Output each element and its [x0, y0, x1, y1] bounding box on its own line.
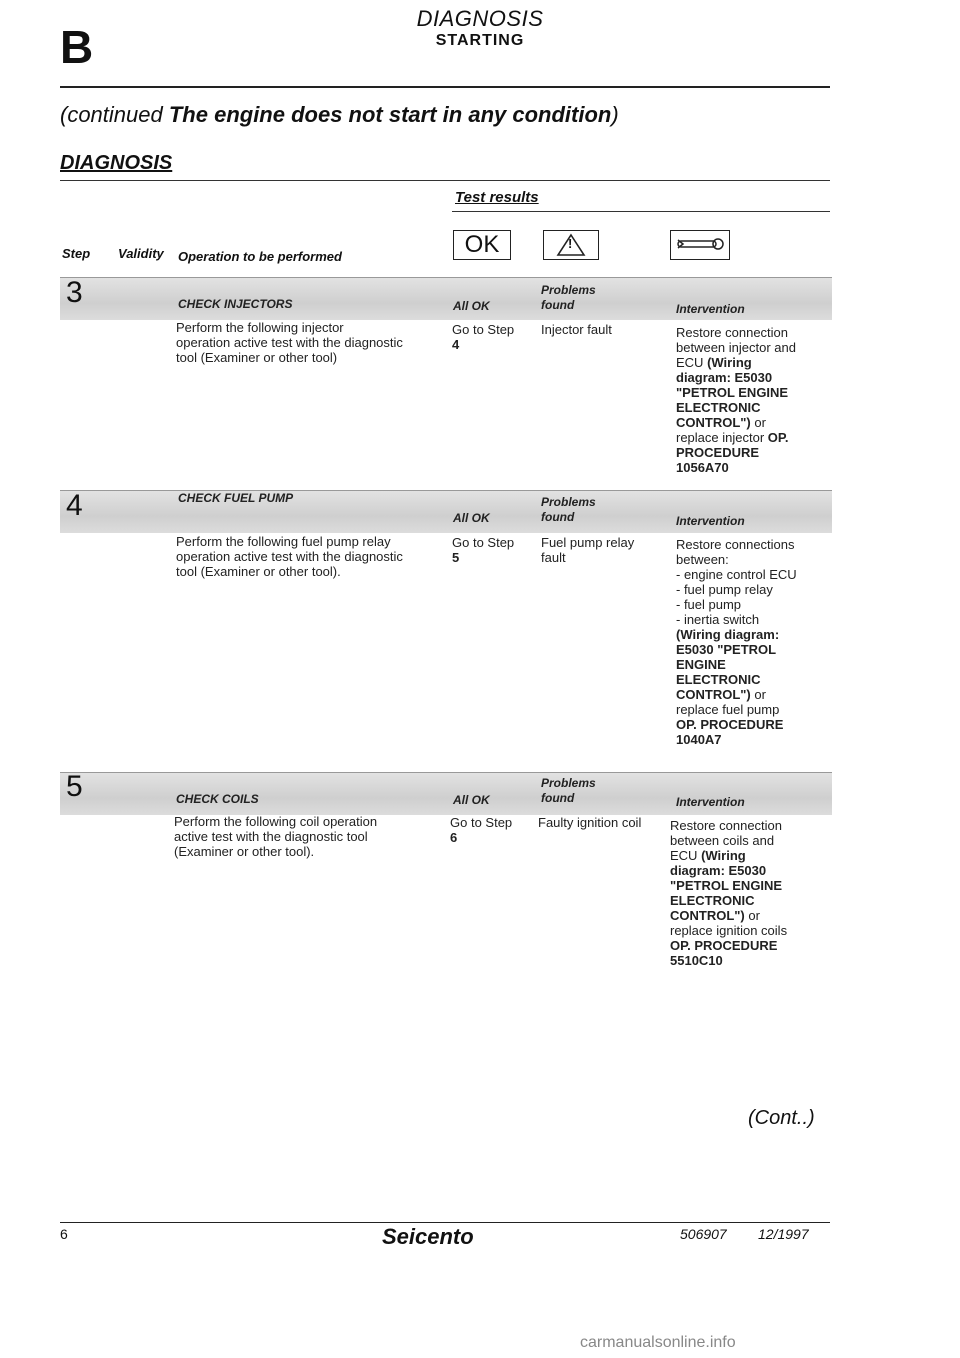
goto-label: Go to Step — [452, 535, 515, 550]
operation-line: Perform the following injector — [176, 320, 344, 335]
fix-line: E5030 "PETROL — [676, 642, 777, 657]
goto-label: Go to Step — [452, 322, 515, 337]
fix-text: or — [744, 908, 760, 923]
fix-bold: CONTROL") — [670, 908, 745, 923]
brand-logo: Seicento — [382, 1224, 474, 1249]
step-4-operation — [176, 534, 403, 579]
problems-word: Problems — [541, 776, 596, 790]
header-title: DIAGNOSIS — [416, 6, 544, 31]
goto-label: Go to Step — [450, 815, 513, 830]
fix-line: ELECTRONIC — [676, 400, 761, 415]
goto-number: 6 — [450, 830, 458, 845]
fix-text: ECU — [670, 848, 702, 863]
fix-line: between coils and — [670, 833, 775, 848]
footer-rule — [60, 1222, 830, 1223]
fix-line — [676, 415, 796, 430]
fix-bold: (Wiring — [707, 355, 752, 370]
col-operation: Operation to be performed — [178, 249, 342, 264]
test-results-heading: Test results — [455, 189, 539, 206]
watermark: carmanualsonline.info — [580, 1334, 736, 1351]
fix-line: 5510C10 — [670, 953, 723, 968]
step-3-number: 3 — [66, 276, 83, 309]
page-number: 6 — [60, 1226, 68, 1242]
found-word: found — [541, 791, 575, 805]
operation-line: operation active test with the diagnostic — [176, 335, 403, 350]
step-3-operation — [176, 320, 403, 365]
header-rule — [60, 86, 830, 88]
fix-line: "PETROL ENGINE — [676, 385, 789, 400]
fix-line: diagram: E5030 — [676, 370, 773, 385]
fix-line: between: — [676, 552, 729, 567]
ok-icon — [453, 230, 511, 260]
diagnosis-heading: DIAGNOSIS — [60, 152, 173, 174]
fix-line — [676, 355, 796, 370]
step-3-check: CHECK INJECTORS — [178, 297, 293, 311]
step-4-all-ok: All OK — [453, 511, 490, 525]
fix-line: ENGINE — [676, 657, 726, 672]
operation-line: operation active test with the diagnostic — [176, 549, 403, 564]
doc-date: 12/1997 — [758, 1226, 809, 1242]
doc-code: 506907 — [680, 1226, 727, 1242]
fix-line — [670, 908, 787, 923]
fix-line: OP. PROCEDURE — [676, 717, 784, 732]
fix-line — [676, 687, 797, 702]
fix-line — [676, 430, 796, 445]
step-4-problems — [541, 495, 596, 525]
continued-suffix: ) — [611, 102, 619, 127]
fix-line: 1040A7 — [676, 732, 722, 747]
fix-line: Restore connection — [676, 325, 789, 340]
step-3-intervention: Intervention — [676, 302, 745, 316]
fix-line: "PETROL ENGINE — [670, 878, 783, 893]
step-3-problem: Injector fault — [541, 322, 612, 337]
step-5-all-ok: All OK — [453, 793, 490, 807]
problems-word: Problems — [541, 495, 596, 509]
col-step: Step — [62, 246, 91, 261]
fix-bold: CONTROL") — [676, 687, 751, 702]
step-4-problem: Fuel pump relay fault — [541, 535, 635, 565]
header-subtitle: STARTING — [435, 32, 525, 49]
fix-line: - engine control ECU — [676, 567, 797, 582]
operation-line: (Examiner or other tool). — [174, 844, 315, 859]
step-3-fix — [676, 325, 796, 475]
continued-title: The engine does not start in any condition — [168, 102, 612, 127]
continued-prefix: (continued — [60, 102, 169, 127]
diagnosis-rule — [60, 180, 830, 181]
fix-bold: CONTROL") — [676, 415, 751, 430]
step-4-check: CHECK FUEL PUMP — [178, 491, 294, 505]
step-3-problems — [541, 283, 596, 313]
step-3-all-ok: All OK — [453, 299, 490, 313]
operation-line: tool (Examiner or other tool). — [176, 564, 341, 579]
fix-line — [670, 848, 787, 863]
step-5-problem: Faulty ignition coil — [538, 815, 642, 830]
fix-text: ECU — [676, 355, 708, 370]
operation-line: Perform the following coil operation — [174, 814, 378, 829]
step-5-problems — [541, 776, 596, 806]
fix-line: OP. PROCEDURE — [670, 938, 778, 953]
step-3-goto — [452, 322, 514, 352]
col-validity: Validity — [118, 246, 164, 261]
operation-line: Perform the following fuel pump relay — [176, 534, 391, 549]
section-letter: B — [60, 21, 94, 73]
fix-line: - fuel pump — [676, 597, 742, 612]
test-results-rule — [452, 211, 830, 212]
step-5-intervention: Intervention — [676, 795, 745, 809]
ok-label: OK — [464, 231, 500, 258]
fix-line: (Wiring diagram: — [676, 627, 780, 642]
goto-number: 5 — [452, 550, 460, 565]
warning-icon — [543, 230, 599, 260]
warning-mark: ! — [568, 236, 573, 251]
found-word: found — [541, 298, 575, 312]
fix-line: 1056A70 — [676, 460, 729, 475]
wrench-icon — [670, 230, 730, 260]
found-word: found — [541, 510, 575, 524]
continued-heading — [60, 102, 619, 128]
fix-line: PROCEDURE — [676, 445, 760, 460]
step-4-number: 4 — [66, 489, 83, 522]
step-4-goto — [452, 535, 514, 565]
operation-line: active test with the diagnostic tool — [174, 829, 368, 844]
operation-line: tool (Examiner or other tool) — [176, 350, 338, 365]
fix-bold: OP. — [767, 430, 789, 445]
step-5-number: 5 — [66, 770, 83, 803]
fix-line: between injector and — [676, 340, 796, 355]
fix-line: - fuel pump relay — [676, 582, 773, 597]
fix-text: replace injector — [676, 430, 768, 445]
fix-line: replace fuel pump — [676, 702, 780, 717]
fix-text: or — [750, 415, 766, 430]
fix-line: ELECTRONIC — [670, 893, 755, 908]
step-5-fix — [670, 818, 787, 968]
step-4-intervention: Intervention — [676, 514, 745, 528]
step-5-operation — [174, 814, 377, 859]
problems-word: Problems — [541, 283, 596, 297]
fix-line: Restore connection — [670, 818, 783, 833]
fix-line: diagram: E5030 — [670, 863, 767, 878]
fix-line: replace ignition coils — [670, 923, 788, 938]
fix-line: - inertia switch — [676, 612, 760, 627]
step-5-check: CHECK COILS — [176, 792, 259, 806]
fix-text: or — [750, 687, 766, 702]
goto-number: 4 — [452, 337, 460, 352]
fix-line: ELECTRONIC — [676, 672, 761, 687]
step-4-fix — [676, 537, 797, 747]
fix-line: Restore connections — [676, 537, 795, 552]
step-5-goto — [450, 815, 512, 845]
continuation-note: (Cont..) — [748, 1107, 815, 1129]
fix-bold: (Wiring — [701, 848, 746, 863]
